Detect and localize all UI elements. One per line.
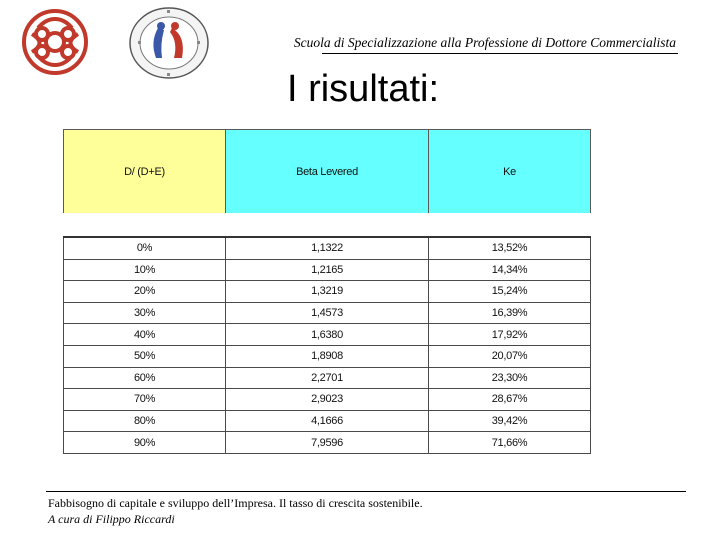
results-table-body (64, 237, 591, 453)
table-row (64, 302, 591, 324)
table-row (64, 367, 591, 389)
table-row (64, 281, 591, 303)
table-cell: 4,1666 (226, 410, 429, 432)
table-cell: 23,30% (429, 367, 591, 389)
footer-divider (46, 491, 686, 492)
table-row (64, 432, 591, 454)
table-cell: 14,34% (429, 259, 591, 281)
column-header-debt-ratio: D/ (D+E) (64, 130, 226, 214)
table-cell: 10% (64, 259, 226, 281)
table-cell: 1,4573 (226, 302, 429, 324)
results-table (63, 236, 591, 454)
table-row (64, 389, 591, 411)
header-divider (322, 53, 678, 54)
table-cell: 2,2701 (226, 367, 429, 389)
page-title (0, 68, 720, 111)
table-row (64, 237, 591, 259)
table-cell: 2,9023 (226, 389, 429, 411)
table-cell: 60% (64, 367, 226, 389)
table-row (64, 324, 591, 346)
table-cell: 28,67% (429, 389, 591, 411)
table-row (64, 345, 591, 367)
results-table-header (63, 129, 591, 213)
table-cell: 13,52% (429, 237, 591, 259)
table-cell: 1,1322 (226, 237, 429, 259)
table-row (64, 410, 591, 432)
table-cell: 20% (64, 281, 226, 303)
table-cell: 39,42% (429, 410, 591, 432)
table-cell: 1,8908 (226, 345, 429, 367)
table-cell: 15,24% (429, 281, 591, 303)
table-cell: 1,2165 (226, 259, 429, 281)
table-cell: 1,6380 (226, 324, 429, 346)
page-title-text: I risultati: (286, 68, 440, 110)
table-cell: 17,92% (429, 324, 591, 346)
column-header-ke: Ke (429, 130, 591, 214)
table-row (64, 259, 591, 281)
table-cell: 20,07% (429, 345, 591, 367)
school-name: Scuola di Specializzazione alla Professione di Dottore Commercialista (293, 35, 676, 50)
table-cell: 16,39% (429, 302, 591, 324)
table-cell: 80% (64, 410, 226, 432)
table-cell: 40% (64, 324, 226, 346)
footer-author: A cura di Filippo Riccardi (48, 512, 175, 526)
table-cell: 90% (64, 432, 226, 454)
table-cell: 7,9596 (226, 432, 429, 454)
table-cell: 1,3219 (226, 281, 429, 303)
table-cell: 71,66% (429, 432, 591, 454)
table-cell: 50% (64, 345, 226, 367)
table-cell: 0% (64, 237, 226, 259)
header-row (64, 130, 591, 214)
column-header-beta-levered: Beta Levered (226, 130, 429, 214)
footer-course-title: Fabbisogno di capitale e sviluppo dell’Impresa. Il tasso di crescita sostenibile. (48, 496, 423, 510)
table-cell: 30% (64, 302, 226, 324)
table-cell: 70% (64, 389, 226, 411)
